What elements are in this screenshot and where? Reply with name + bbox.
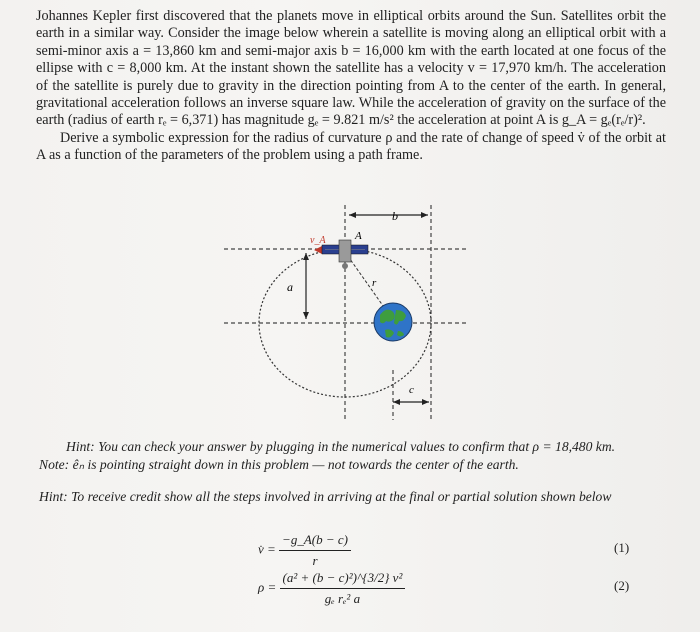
- problem-paragraph-2: Derive a symbolic expression for the radius of curvature ρ and the rate of change of speed v̇ of the orbit at A as a function of the parameters of the problem using a path frame.: [36, 129, 666, 164]
- label-b: b: [392, 209, 398, 223]
- label-c: c: [409, 384, 414, 396]
- problem-paragraph-1: Johannes Kepler first discovered that the planets move in elliptical orbits around the Sun. Satellites orbit the earth in a similar way. Consider the image below wherein a satellite is moving along an elliptical orbit with a semi-minor axis a = 13,860 km and semi-major axis b = 16,000 km with the earth located at one focus of the ellipse with c = 8,000 km. At the instant shown the satellite has a velocity v = 17,970 km/h. The acceleration of the satellite is purely due to gravity in the direction pointing from A to the center of the earth. In general, gravitational acceleration follows an inverse square law. While the acceleration of gravity on the surface of the earth (radius of earth rₑ = 6,371) has magnitude gₑ = 9.821 m/s² the acceleration at point A is g_A = gₑ(rₑ/r)².: [36, 8, 666, 129]
- note-en-direction: Note: êₙ is pointing straight down in this problem — not towards the center of the earth.: [39, 457, 519, 472]
- eq1-lhs: v̇ =: [258, 541, 276, 557]
- earth-icon: [374, 303, 412, 341]
- equation-2-number: (2): [614, 578, 630, 593]
- hint-show-steps: Hint: To receive credit show all the steps involved in arriving at the final or partial solution shown below: [39, 489, 612, 504]
- eq2-numerator: (a² + (b − c)²)^{3/2} v²: [280, 570, 406, 589]
- hint-check-answer: Hint: You can check your answer by plugging in the numerical values to confirm that ρ = 18,480 km.: [66, 439, 616, 454]
- equation-2: [258, 570, 405, 607]
- eq1-denominator: r: [312, 553, 318, 568]
- equation-1-number: (1): [614, 540, 630, 555]
- eq1-numerator: −g_A(b − c): [279, 532, 351, 551]
- eq2-denominator: gₑ rₑ² a: [324, 591, 361, 606]
- label-r: r: [372, 277, 377, 289]
- label-a: a: [287, 280, 293, 294]
- eq2-lhs: ρ =: [258, 579, 277, 595]
- label-vA: v_A: [310, 235, 326, 246]
- label-A: A: [355, 230, 362, 242]
- satellite-icon: [322, 240, 368, 269]
- equation-1: [258, 532, 351, 569]
